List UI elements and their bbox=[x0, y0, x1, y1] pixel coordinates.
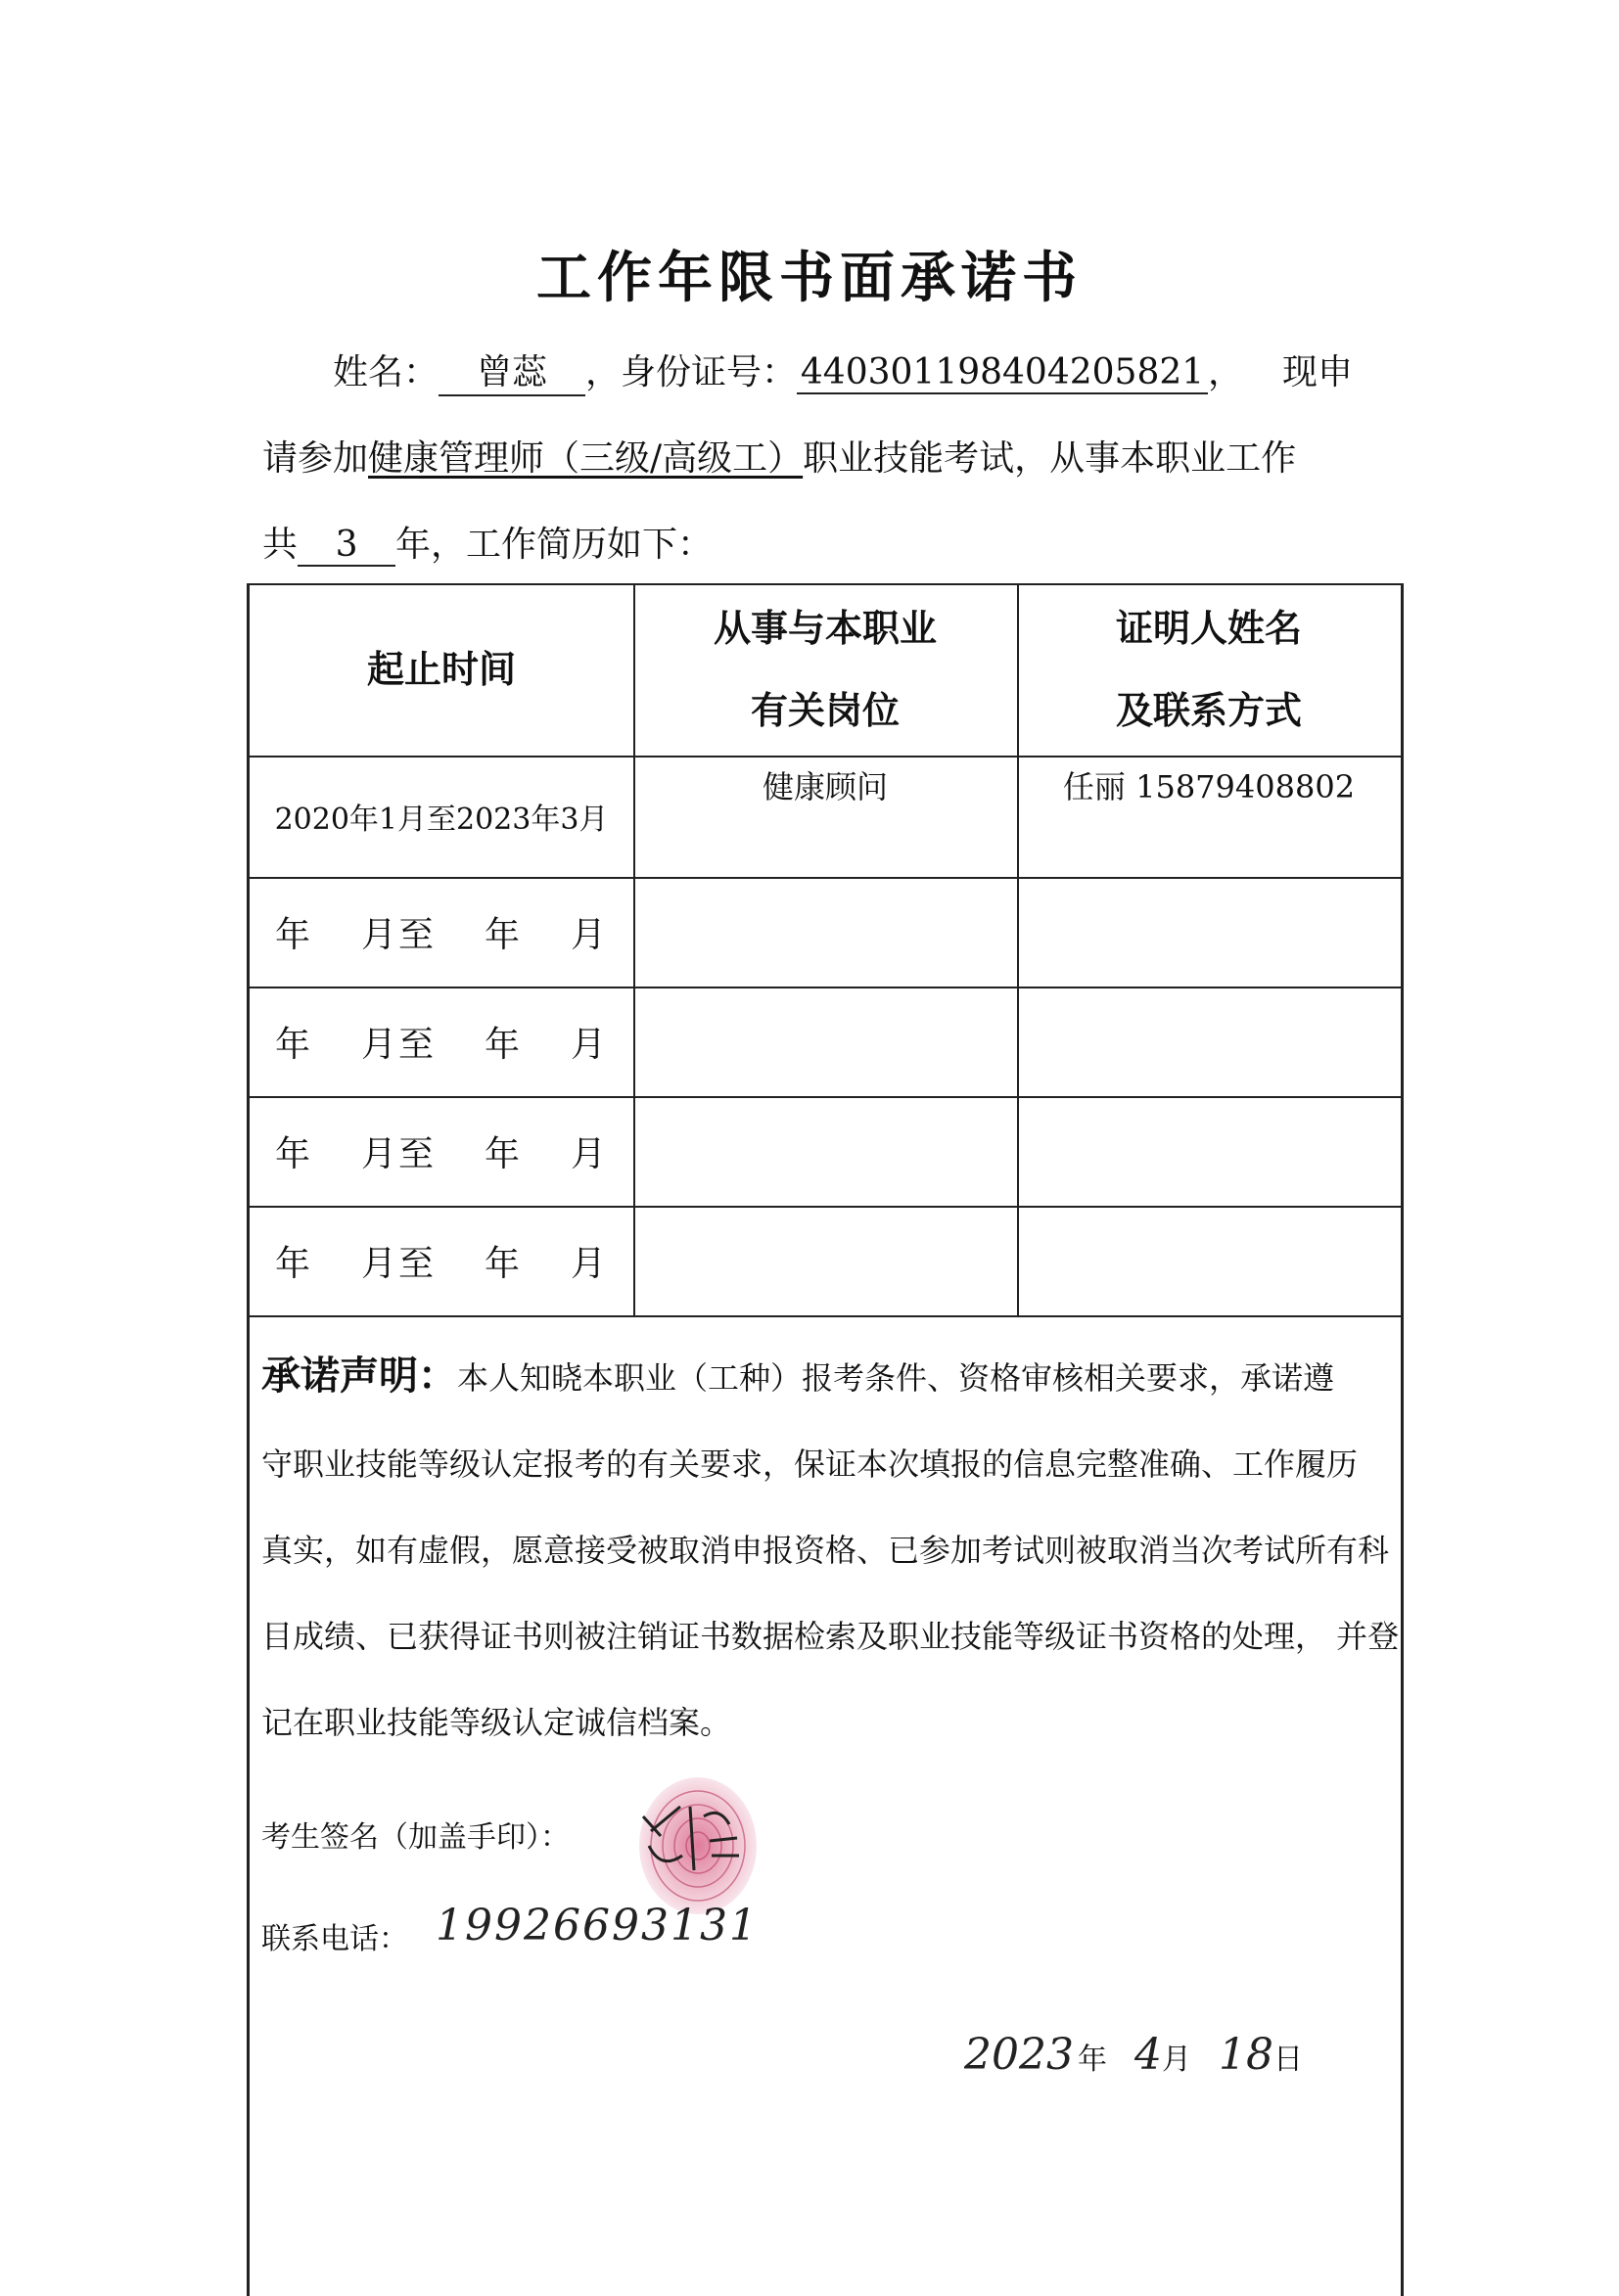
header-position-line1: 从事与本职业 bbox=[713, 607, 937, 650]
years-value: 3 bbox=[298, 525, 395, 567]
intro-line-2 bbox=[262, 431, 1296, 481]
intro-line-1 bbox=[333, 344, 1353, 396]
tpl-month: 月 bbox=[571, 914, 609, 955]
promise-line-2: 守职业技能等级认定报考的有关要求，保证本次填报的信息完整准确、工作履历 bbox=[261, 1446, 1359, 1483]
header-witness-line1: 证明人姓名 bbox=[1115, 607, 1302, 650]
comma: ， bbox=[1208, 352, 1244, 392]
phone-label: 联系电话： bbox=[261, 1922, 408, 1956]
header-witness-line2: 及联系方式 bbox=[1115, 689, 1302, 732]
document-title: 工作年限书面承诺书 bbox=[536, 247, 1083, 310]
row1-witness: 任丽 15879408802 bbox=[1062, 768, 1356, 805]
row1-period: 2020年1月至2023年3月 bbox=[274, 803, 609, 837]
date-year: 2023 bbox=[964, 2030, 1074, 2080]
row5-period bbox=[250, 1206, 633, 1315]
intro-line-3 bbox=[262, 517, 713, 567]
tpl-year2: 年 bbox=[485, 914, 523, 955]
row2-period bbox=[250, 877, 633, 987]
date-day-unit: 日 bbox=[1272, 2043, 1303, 2077]
promise-line-3: 真实，如有虚假，愿意接受被取消申报资格、已参加考试则被取消当次考试所有科 bbox=[261, 1532, 1390, 1569]
promise-section bbox=[261, 1333, 1400, 1766]
date-day: 18 bbox=[1218, 2030, 1273, 2080]
tpl-year: 年 bbox=[274, 1243, 312, 1284]
header-witness bbox=[1017, 583, 1401, 756]
promise-line-5: 记在职业技能等级认定诚信档案。 bbox=[261, 1704, 732, 1741]
tpl-year2: 年 bbox=[485, 1024, 523, 1065]
tpl-year2: 年 bbox=[485, 1133, 523, 1174]
tpl-year: 年 bbox=[274, 1024, 312, 1065]
line2-prefix: 请参加 bbox=[262, 438, 369, 479]
occupation-value: 健康管理师（三级/高级工） bbox=[368, 438, 804, 479]
line2-suffix: 职业技能考试，从事本职业工作 bbox=[803, 438, 1297, 479]
intro-line1-end: 现申 bbox=[1282, 352, 1354, 392]
id-number: 440301198404205821 bbox=[797, 352, 1208, 394]
phone-handwritten: 19926693131 bbox=[436, 1901, 759, 1951]
header-position bbox=[633, 583, 1017, 756]
id-label: ，身份证号： bbox=[585, 352, 798, 392]
line3-prefix: 共 bbox=[262, 525, 299, 565]
tpl-month: 月 bbox=[571, 1024, 609, 1065]
tpl-year2: 年 bbox=[485, 1243, 523, 1284]
tpl-month: 月 bbox=[571, 1133, 609, 1174]
promise-heading: 承诺声明： bbox=[261, 1354, 457, 1399]
tpl-month-to: 月至 bbox=[360, 1024, 436, 1065]
date-month-unit: 月 bbox=[1161, 2043, 1191, 2077]
tpl-month-to: 月至 bbox=[360, 1243, 436, 1284]
tpl-month-to: 月至 bbox=[360, 1133, 436, 1174]
sign-date bbox=[964, 2030, 1303, 2080]
tpl-month-to: 月至 bbox=[360, 914, 436, 955]
promise-line-4: 目成绩、已获得证书则被注销证书数据检索及职业技能等级证书资格的处理， 并登 bbox=[261, 1618, 1400, 1655]
signature-label: 考生签名（加盖手印）： bbox=[261, 1820, 570, 1855]
header-period: 起止时间 bbox=[366, 648, 516, 691]
date-month: 4 bbox=[1133, 2030, 1162, 2080]
tpl-year: 年 bbox=[274, 1133, 312, 1174]
row1-position: 健康顾问 bbox=[762, 768, 888, 805]
work-history-table bbox=[247, 583, 1404, 2296]
tpl-month: 月 bbox=[571, 1243, 609, 1284]
row4-period bbox=[250, 1096, 633, 1206]
tpl-year: 年 bbox=[274, 914, 312, 955]
fingerprint-icon bbox=[639, 1777, 757, 1914]
promise-line-1: 本人知晓本职业（工种）报考条件、资格审核相关要求，承诺遵 bbox=[457, 1359, 1335, 1397]
header-position-line2: 有关岗位 bbox=[750, 689, 900, 732]
name-value: 曾蕊 bbox=[439, 344, 585, 396]
date-year-unit: 年 bbox=[1077, 2043, 1107, 2077]
line3-suffix: 年，工作简历如下： bbox=[395, 525, 714, 565]
row3-period bbox=[250, 987, 633, 1096]
name-label: 姓名： bbox=[333, 352, 439, 392]
